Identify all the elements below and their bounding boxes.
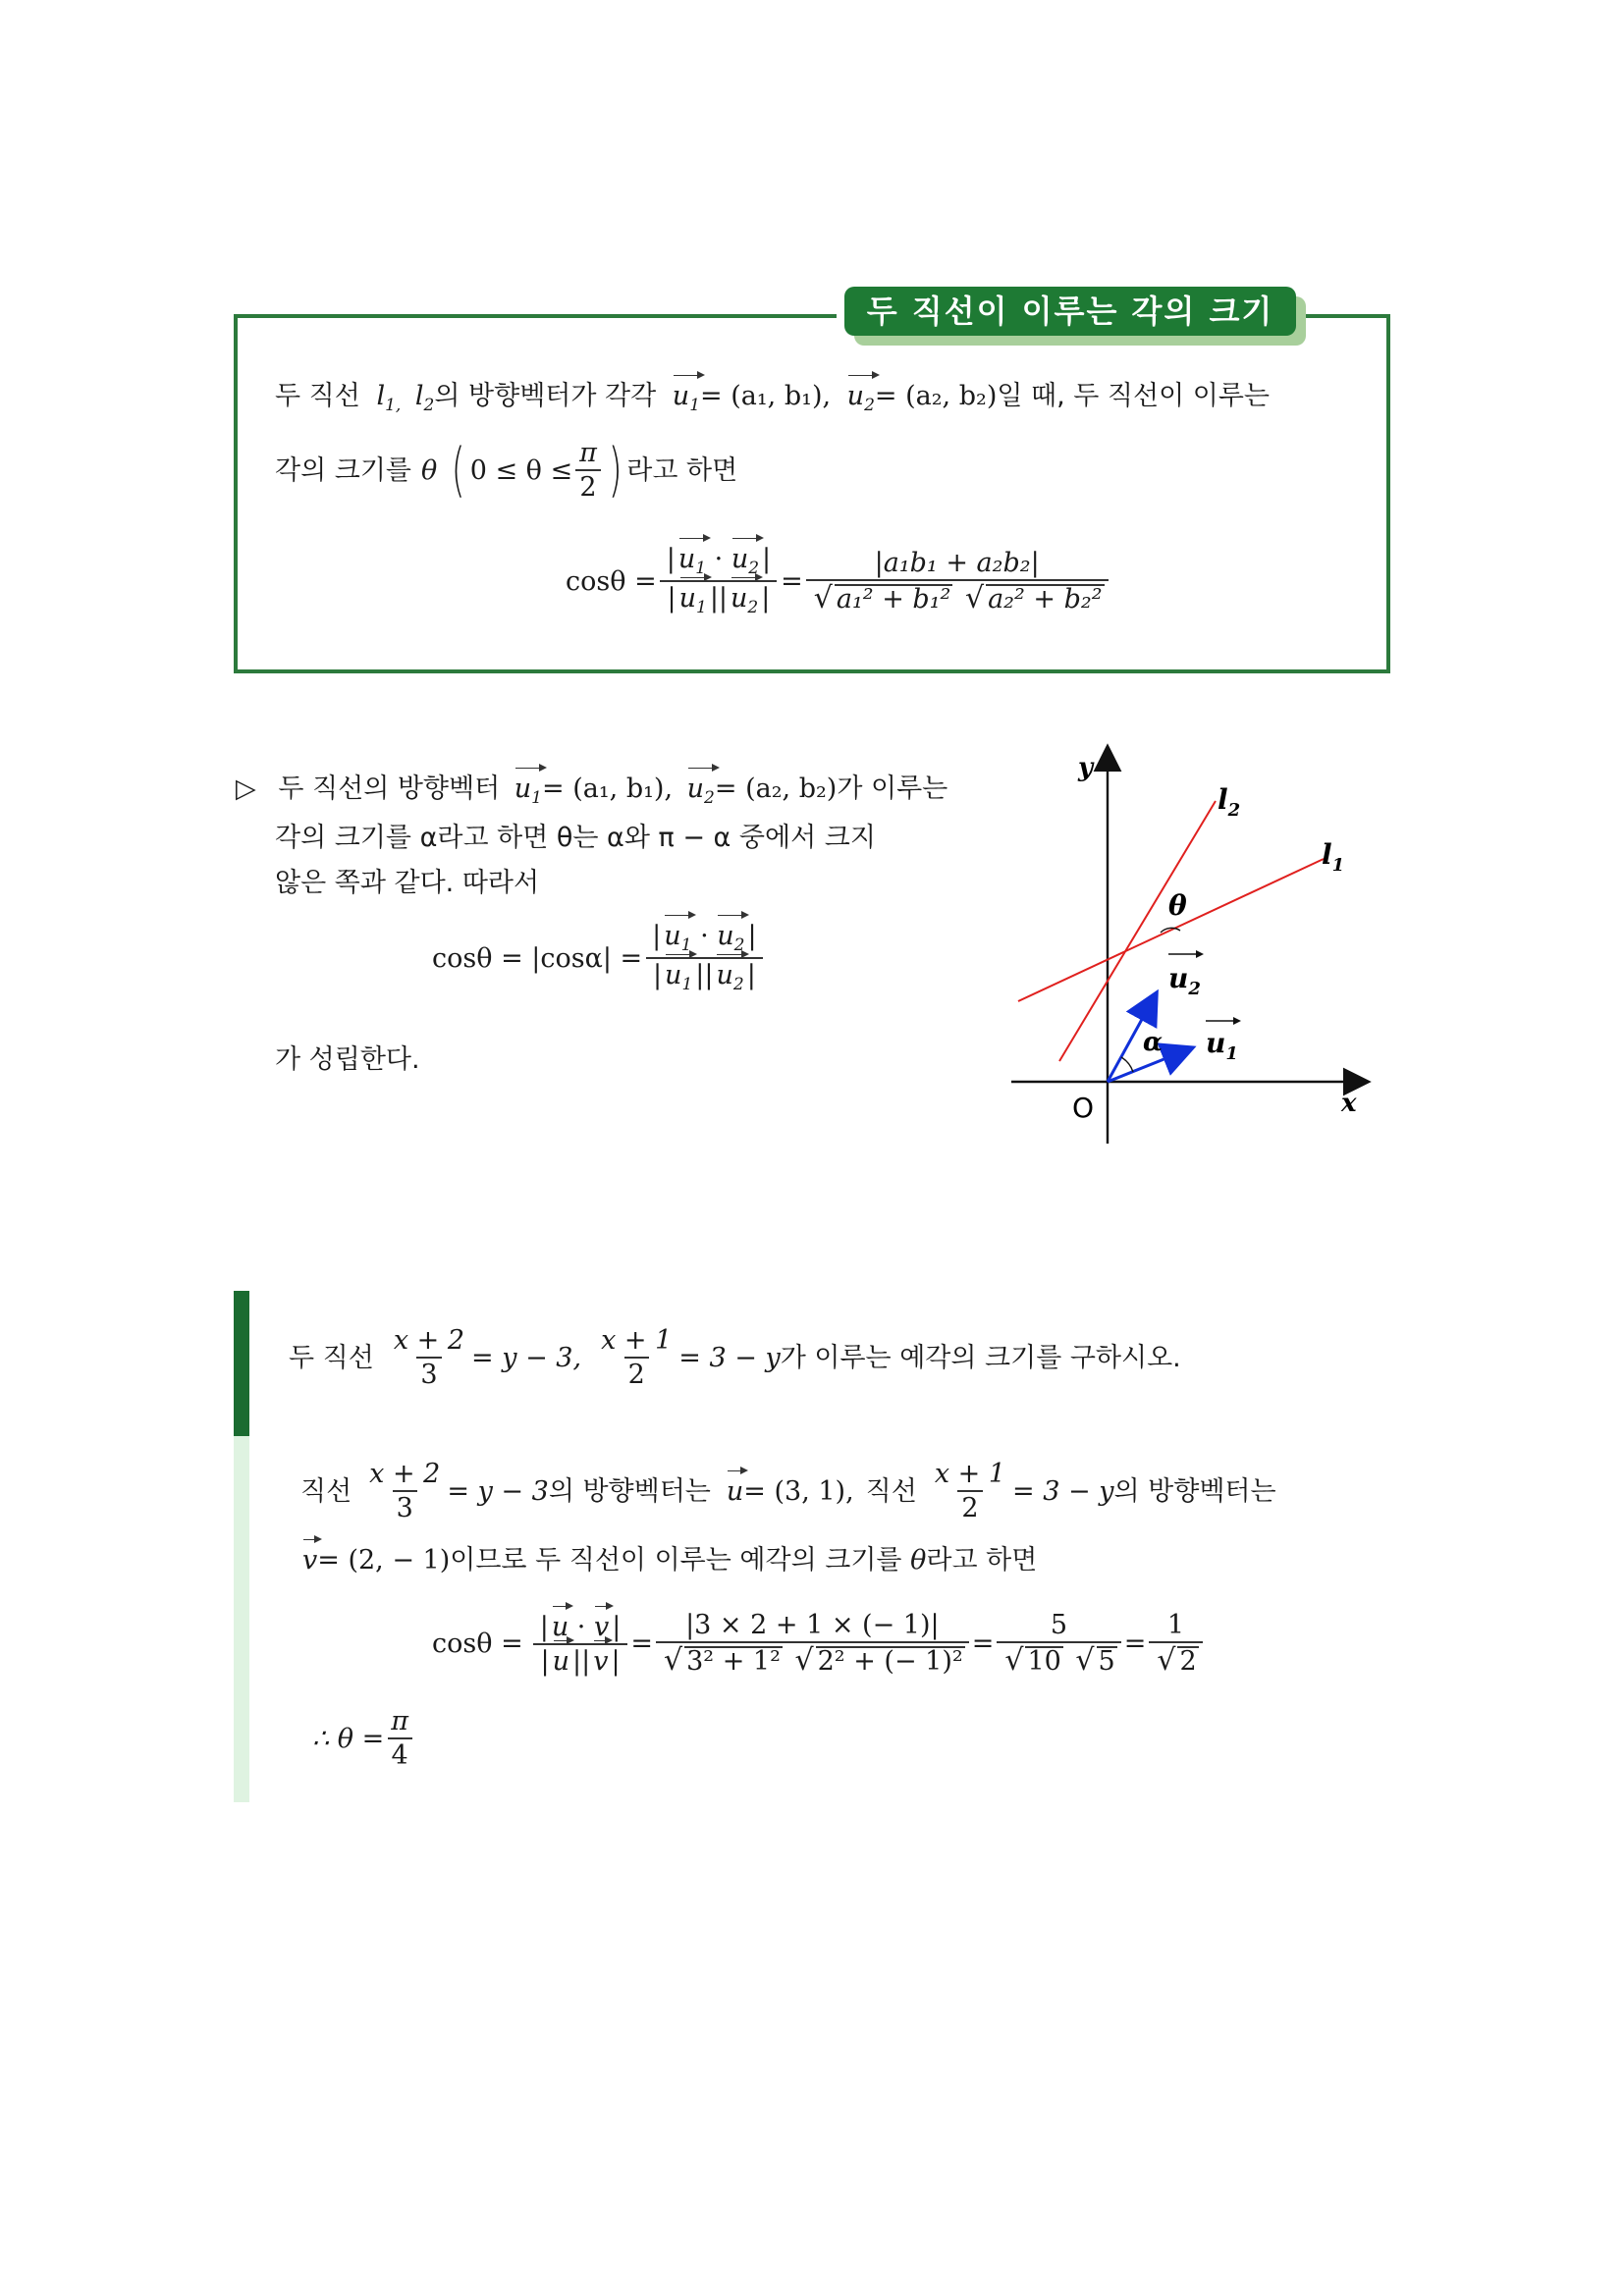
box-line-1	[275, 383, 1270, 414]
text: 의 방향벡터는	[1113, 1475, 1276, 1507]
l2-label: $l_2$	[1218, 783, 1241, 821]
u-vector: u	[726, 1475, 744, 1507]
fraction-1: $\frac{x + 2}{3}$	[369, 1459, 441, 1523]
range-left: 0 ≤ θ ≤	[469, 454, 573, 486]
box-title: 두 직선이 이루는 각의 크기	[844, 287, 1296, 336]
u1-arrow-head	[1233, 1017, 1241, 1025]
text: 라고 하면	[926, 1545, 1038, 1575]
u2-arrow-head	[1196, 950, 1204, 958]
text: 두 직선	[289, 1342, 374, 1373]
conclusion	[312, 1708, 415, 1769]
text: 이므로 두 직선이 이루는 예각의 크기를	[450, 1545, 902, 1575]
text: 라고 하면	[626, 454, 738, 486]
u2-value: = (a₂, b₂)	[714, 774, 838, 804]
line-l2	[1059, 801, 1216, 1061]
text: 일 때, 두 직선이 이루는	[997, 381, 1271, 411]
formula-lhs: cosθ =	[566, 565, 657, 597]
text: 의 방향벡터가 각각	[434, 381, 657, 411]
pi-over-4: $\frac{\pi}{4}$	[387, 1708, 412, 1769]
solution-formula: cosθ = $\frac{| u \cdot v |}{| u || v |}$ = $\frac{|3 \times 2 + 1 \times (- 1)|}{\text{√ 3² + 1² √ 2² + (− 1)²}}$ = $\frac{5}{√ 10 √ 5}$ = $\frac{1}{√ 2}$	[432, 1612, 1206, 1676]
fraction-2: $\frac{x + 1}{2}$	[601, 1325, 673, 1390]
final-fraction: $\frac{1}{√ 2}$	[1149, 1612, 1202, 1676]
note-line-4: 가 성립한다.	[275, 1044, 420, 1075]
alpha-arc	[1121, 1057, 1133, 1072]
u2-vector: $u_2$	[846, 381, 875, 415]
l1-symbol: $l_{1,}$	[376, 381, 402, 415]
example-bar-light	[234, 1436, 249, 1802]
eq-1: = y − 3,	[471, 1342, 582, 1373]
paren-left: (	[451, 436, 466, 505]
eq-2: = 3 − y	[1012, 1475, 1114, 1507]
solution-line-2	[302, 1547, 1037, 1574]
fraction-2: $\frac{x + 1}{2}$	[934, 1459, 1006, 1523]
formula-lhs: cosθ = |cosα| =	[432, 942, 643, 974]
u2-value: = (a₂, b₂)	[874, 381, 998, 411]
alpha-label: α	[1143, 1028, 1164, 1057]
pi-over-2: $\frac{\pi}{2}$	[575, 440, 601, 501]
u1-label: $u_1$	[1206, 1027, 1238, 1064]
v-value: = (2, − 1)	[317, 1545, 451, 1575]
conclusion-lhs: ∴ θ =	[312, 1723, 385, 1754]
component-fraction: $\frac{|3 \times 2 + 1 \times (- 1)|}{\text{√ 3² + 1² √ 2² + (− 1)²}}$	[656, 1612, 969, 1676]
l2-symbol: $l_2$	[414, 381, 435, 415]
u2-label: $u_2$	[1168, 962, 1201, 999]
formula-lhs: cosθ =	[432, 1629, 523, 1659]
component-fraction: $\frac{\text{|a₁b₁ + a₂b₂|}}{\text{√ a₁² + b₁² √ a₂² + b₂²}}$	[806, 550, 1109, 614]
text: 의 방향벡터는	[548, 1475, 711, 1507]
note-line-3: 않은 쪽과 같다. 따라서	[275, 868, 540, 898]
u-value: = (3, 1),	[743, 1475, 854, 1507]
equals: =	[781, 565, 803, 597]
x-axis-label: x	[1341, 1089, 1357, 1118]
vector-fraction: $\frac{| u_1 \cdot u_2 |}{| u_1 || u_2 |}$	[645, 923, 763, 993]
text: 각의 크기를	[275, 454, 411, 486]
origin-label: O	[1072, 1092, 1095, 1124]
text: 직선	[300, 1475, 352, 1507]
eq-2: = 3 − y	[678, 1342, 781, 1373]
vector-fraction: $\frac{| u_1 \cdot u_2 |}{| u_1 || u_2 |}$	[660, 546, 778, 616]
box-formula	[566, 546, 1111, 616]
note-line-2: 각의 크기를 α라고 하면 θ는 α와 π − α 중에서 크지	[275, 823, 876, 853]
theta-symbol: θ	[421, 454, 438, 486]
u1-value: = (a₁, b₁),	[542, 774, 674, 804]
theta-symbol: θ	[910, 1545, 927, 1575]
text: 직선	[865, 1475, 917, 1507]
example-question	[289, 1327, 1181, 1388]
angle-graph	[1001, 736, 1375, 1158]
text: 두 직선의 방향벡터	[278, 774, 501, 804]
bullet-icon: ▷	[236, 774, 256, 804]
v-vector: v	[302, 1545, 318, 1575]
y-axis-label: y	[1078, 753, 1094, 782]
text: 가 이루는 예각의 크기를 구하시오.	[780, 1342, 1181, 1373]
fraction-1: $\frac{x + 2}{3}$	[393, 1325, 465, 1390]
u1-vector: $u_1$	[672, 381, 701, 415]
vector-fraction: $\frac{| u \cdot v |}{| u || v |}$	[533, 1614, 628, 1675]
example-bar-dark	[234, 1291, 249, 1436]
solution-line-1	[300, 1461, 1276, 1522]
simplified-fraction: $\frac{5}{√ 10 √ 5}$	[997, 1612, 1120, 1676]
box-line-2	[275, 436, 738, 505]
note-line-1: ▷ 두 직선의 방향벡터 $u_1= (a_1$, b₁), $u_2= (a_2$, b₂)가 이루는	[236, 774, 948, 808]
eq-1: = y − 3	[447, 1475, 549, 1507]
theta-label: θ	[1168, 889, 1187, 922]
u1-value: = (a₁, b₁),	[700, 381, 832, 411]
l1-label: $l_1$	[1322, 838, 1345, 876]
text: 가 이루는	[837, 774, 948, 804]
text: 두 직선	[275, 381, 360, 411]
note-formula	[432, 923, 767, 993]
paren-right: )	[608, 436, 623, 505]
